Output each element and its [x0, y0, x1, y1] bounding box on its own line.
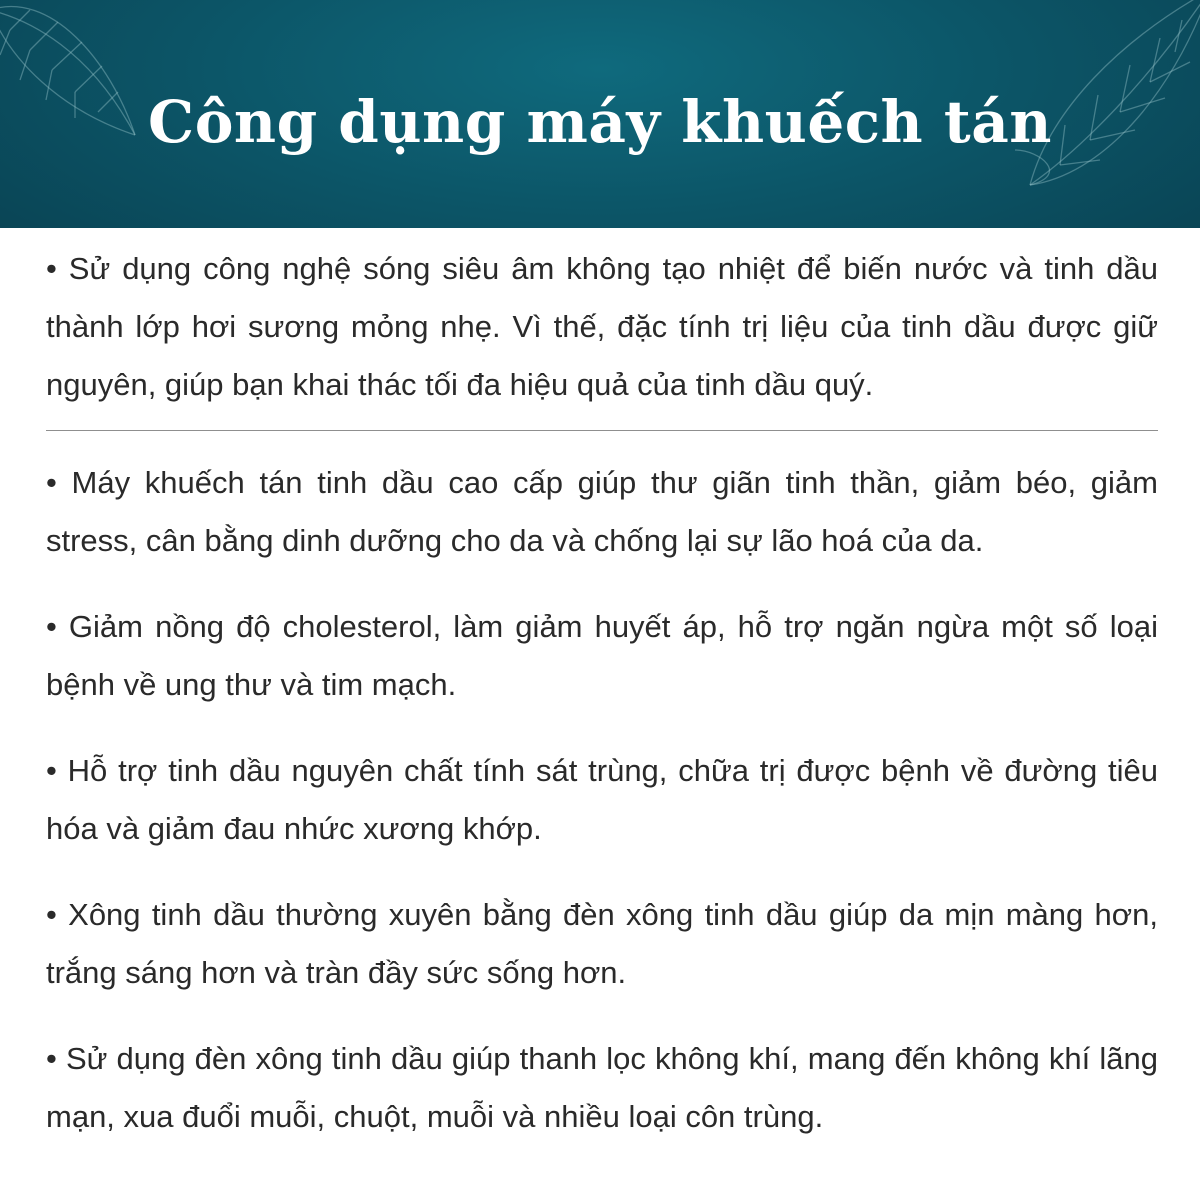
feature-list: [46, 240, 1158, 1146]
list-item: • Sử dụng công nghệ sóng siêu âm không tạo nhiệt để biến nước và tinh dầu thành lớp hơi sương mỏng nhẹ. Vì thế, đặc tính trị liệu của tinh dầu được giữ nguyên, giúp bạn khai thác tối đa hiệu quả của tinh dầu quý.: [46, 251, 1158, 402]
list-item: • Sử dụng đèn xông tinh dầu giúp thanh lọc không khí, mang đến không khí lãng mạn, xua đuổi muỗi, chuột, muỗi và nhiều loại côn trùng.: [46, 1041, 1158, 1134]
list-item: • Giảm nồng độ cholesterol, làm giảm huyết áp, hỗ trợ ngăn ngừa một số loại bệnh về ung thư và tim mạch.: [46, 609, 1158, 702]
header-banner: [0, 0, 1200, 228]
divider: [46, 430, 1158, 431]
list-item: • Xông tinh dầu thường xuyên bằng đèn xông tinh dầu giúp da mịn màng hơn, trắng sáng hơn và tràn đầy sức sống hơn.: [46, 897, 1158, 990]
page-title: Công dụng máy khuếch tán: [148, 88, 1052, 156]
list-item: • Hỗ trợ tinh dầu nguyên chất tính sát trùng, chữa trị được bệnh về đường tiêu hóa và giảm đau nhức xương khớp.: [46, 753, 1158, 846]
list-item: • Máy khuếch tán tinh dầu cao cấp giúp thư giãn tinh thần, giảm béo, giảm stress, cân bằng dinh dưỡng cho da và chống lại sự lão hoá của da.: [46, 465, 1158, 558]
